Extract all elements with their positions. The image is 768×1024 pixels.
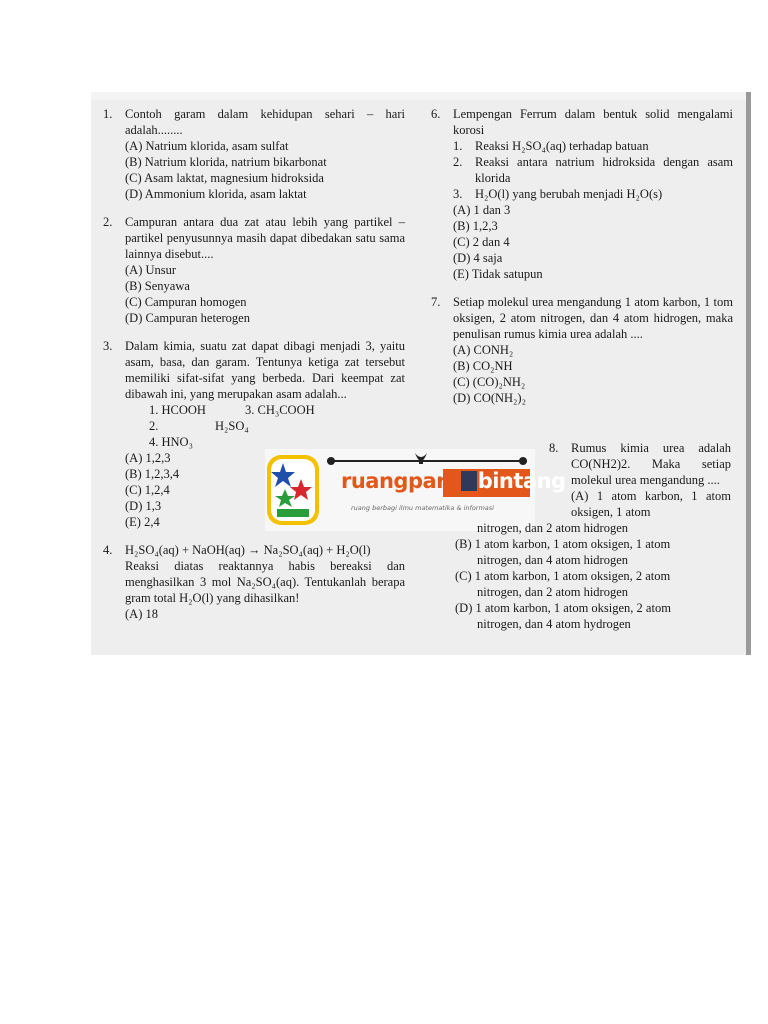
option-c-line1: (C) 1 atom karbon, 1 atom oksigen, 2 atom	[455, 569, 671, 583]
question-text: Campuran antara dua zat atau lebih yang partikel – partikel penyusunnya masih dapat dibedakan satu sama lainnya disebut....	[125, 215, 405, 261]
question-text: Dalam kimia, suatu zat dapat dibagi menjadi 3, yaitu asam, basa, dan garam. Tentunya ketiga zat tersebut memiliki sifat-sifat yang berbeda. Dari keempat zat dibawah ini, yang merupakan asam adalah...	[125, 339, 405, 401]
option-d-line2: nitrogen, dan 4 atom hydrogen	[477, 617, 631, 631]
option: (A) 18	[125, 607, 158, 621]
option: (B) Senyawa	[125, 279, 190, 293]
question-text: Contoh garam dalam kehidupan sehari – hari adalah........	[125, 107, 405, 137]
question-number: 3.	[103, 339, 113, 353]
option: (D) 4 saja	[453, 251, 503, 265]
option: (D) 1,3	[125, 499, 162, 513]
quiz-sheet	[91, 92, 751, 655]
option: (B) 1,2,3,4	[125, 467, 180, 481]
option-b-line1: (B) 1 atom karbon, 1 atom oksigen, 1 atom	[455, 537, 671, 551]
option: (C) (CO)₂NH₂	[453, 375, 526, 389]
question-8	[455, 440, 731, 632]
option: (C) Asam laktat, magnesium hidroksida	[125, 171, 324, 185]
option: (E) 2,4	[125, 515, 160, 529]
question-3	[103, 338, 405, 402]
item-1: 1. HCOOH	[149, 403, 206, 417]
item-2-value: H₂SO₄	[215, 419, 249, 433]
option: (D) Campuran heterogen	[125, 311, 250, 325]
item-row	[103, 418, 405, 434]
option-b-line2: nitrogen, dan 4 atom hidrogen	[477, 553, 629, 567]
option: (A) CONH₂	[453, 343, 514, 357]
item-row	[103, 402, 405, 418]
question-8-head	[455, 440, 731, 488]
sub-item-number: 3.	[453, 187, 463, 201]
question-text: Lempengan Ferrum dalam bentuk solid mengalami korosi	[453, 107, 733, 137]
question-1	[103, 106, 405, 138]
option-d-line1: (D) 1 atom karbon, 1 atom oksigen, 2 atom	[455, 601, 671, 615]
item-3: 3. CH₃COOH	[245, 403, 315, 417]
option: (A) Natrium klorida, asam sulfat	[125, 139, 289, 153]
item-2: 2.	[149, 419, 159, 433]
question-number: 7.	[431, 295, 441, 309]
question-number: 1.	[103, 107, 113, 121]
option: (A) 1 dan 3	[453, 203, 511, 217]
sub-item-number: 1.	[453, 139, 463, 153]
question-6	[431, 106, 733, 138]
logo-badge-ribbon	[277, 509, 309, 517]
option: (A) Unsur	[125, 263, 177, 277]
ornament-dot-icon	[327, 457, 335, 465]
option-c-line2: nitrogen, dan 2 atom hidrogen	[477, 585, 629, 599]
option-a-line1: (A) 1 atom karbon, 1 atom oksigen, 1 atom	[571, 489, 731, 519]
option: (B) 1,2,3	[453, 219, 498, 233]
right-column	[431, 106, 733, 406]
option: (E) Tidak satupun	[453, 267, 543, 281]
question-2	[103, 214, 405, 262]
item-4: 4. HNO₃	[149, 435, 193, 449]
question-number: 8.	[549, 441, 559, 455]
sheet-top-band	[91, 92, 746, 100]
sub-item	[431, 138, 733, 154]
option: (C) Campuran homogen	[125, 295, 247, 309]
sub-item	[431, 154, 733, 186]
option-a-line2: nitrogen, dan 2 atom hidrogen	[477, 521, 629, 535]
question-number: 2.	[103, 215, 113, 229]
logo-name-part1: ruangpara	[341, 469, 460, 493]
question-number: 4.	[103, 543, 113, 557]
sub-item-text: Reaksi H₂SO₄(aq) terhadap batuan	[475, 139, 649, 153]
sub-item-number: 2.	[453, 155, 463, 169]
question-equation: H₂SO₄(aq) + NaOH(aq) → Na₂SO₄(aq) + H₂O(l)	[125, 543, 371, 557]
option: (A) 1,2,3	[125, 451, 171, 465]
sub-item-text: H₂O(l) yang berubah menjadi H₂O(s)	[475, 187, 663, 201]
sub-item	[431, 186, 733, 202]
left-column	[103, 106, 405, 622]
option: (D) CO(NH₂)₂	[453, 391, 526, 405]
option: (C) 1,2,4	[125, 483, 170, 497]
option: (C) 2 dan 4	[453, 235, 510, 249]
question-7	[431, 294, 733, 342]
option: (D) Ammonium klorida, asam laktat	[125, 187, 307, 201]
option: (B) Natrium klorida, natrium bikarbonat	[125, 155, 327, 169]
option: (B) CO₂NH	[453, 359, 513, 373]
question-text: Rumus kimia urea adalah CO(NH2)2. Maka setiap molekul urea mengandung ....	[571, 441, 731, 487]
logo-name-part2: bintang	[477, 469, 566, 493]
question-4	[103, 542, 405, 558]
logo-tagline: ruang berbagi ilmu matematika & informasi	[351, 504, 494, 512]
question-text: Reaksi diatas reaktannya habis bereaksi dan menghasilkan 3 mol Na₂SO₄(aq). Tentukanlah berapa gram total H₂O(l) yang dihasilkan!	[125, 559, 405, 605]
sub-item-text: Reaksi antara natrium hidroksida dengan asam klorida	[475, 155, 733, 185]
question-text: Setiap molekul urea mengandung 1 atom karbon, 1 tom oksigen, 2 atom nitrogen, dan 4 atom hidrogen, maka penulisan rumus kimia urea adalah ....	[453, 295, 733, 341]
ornament-center-icon	[419, 458, 423, 464]
question-number: 6.	[431, 107, 441, 121]
